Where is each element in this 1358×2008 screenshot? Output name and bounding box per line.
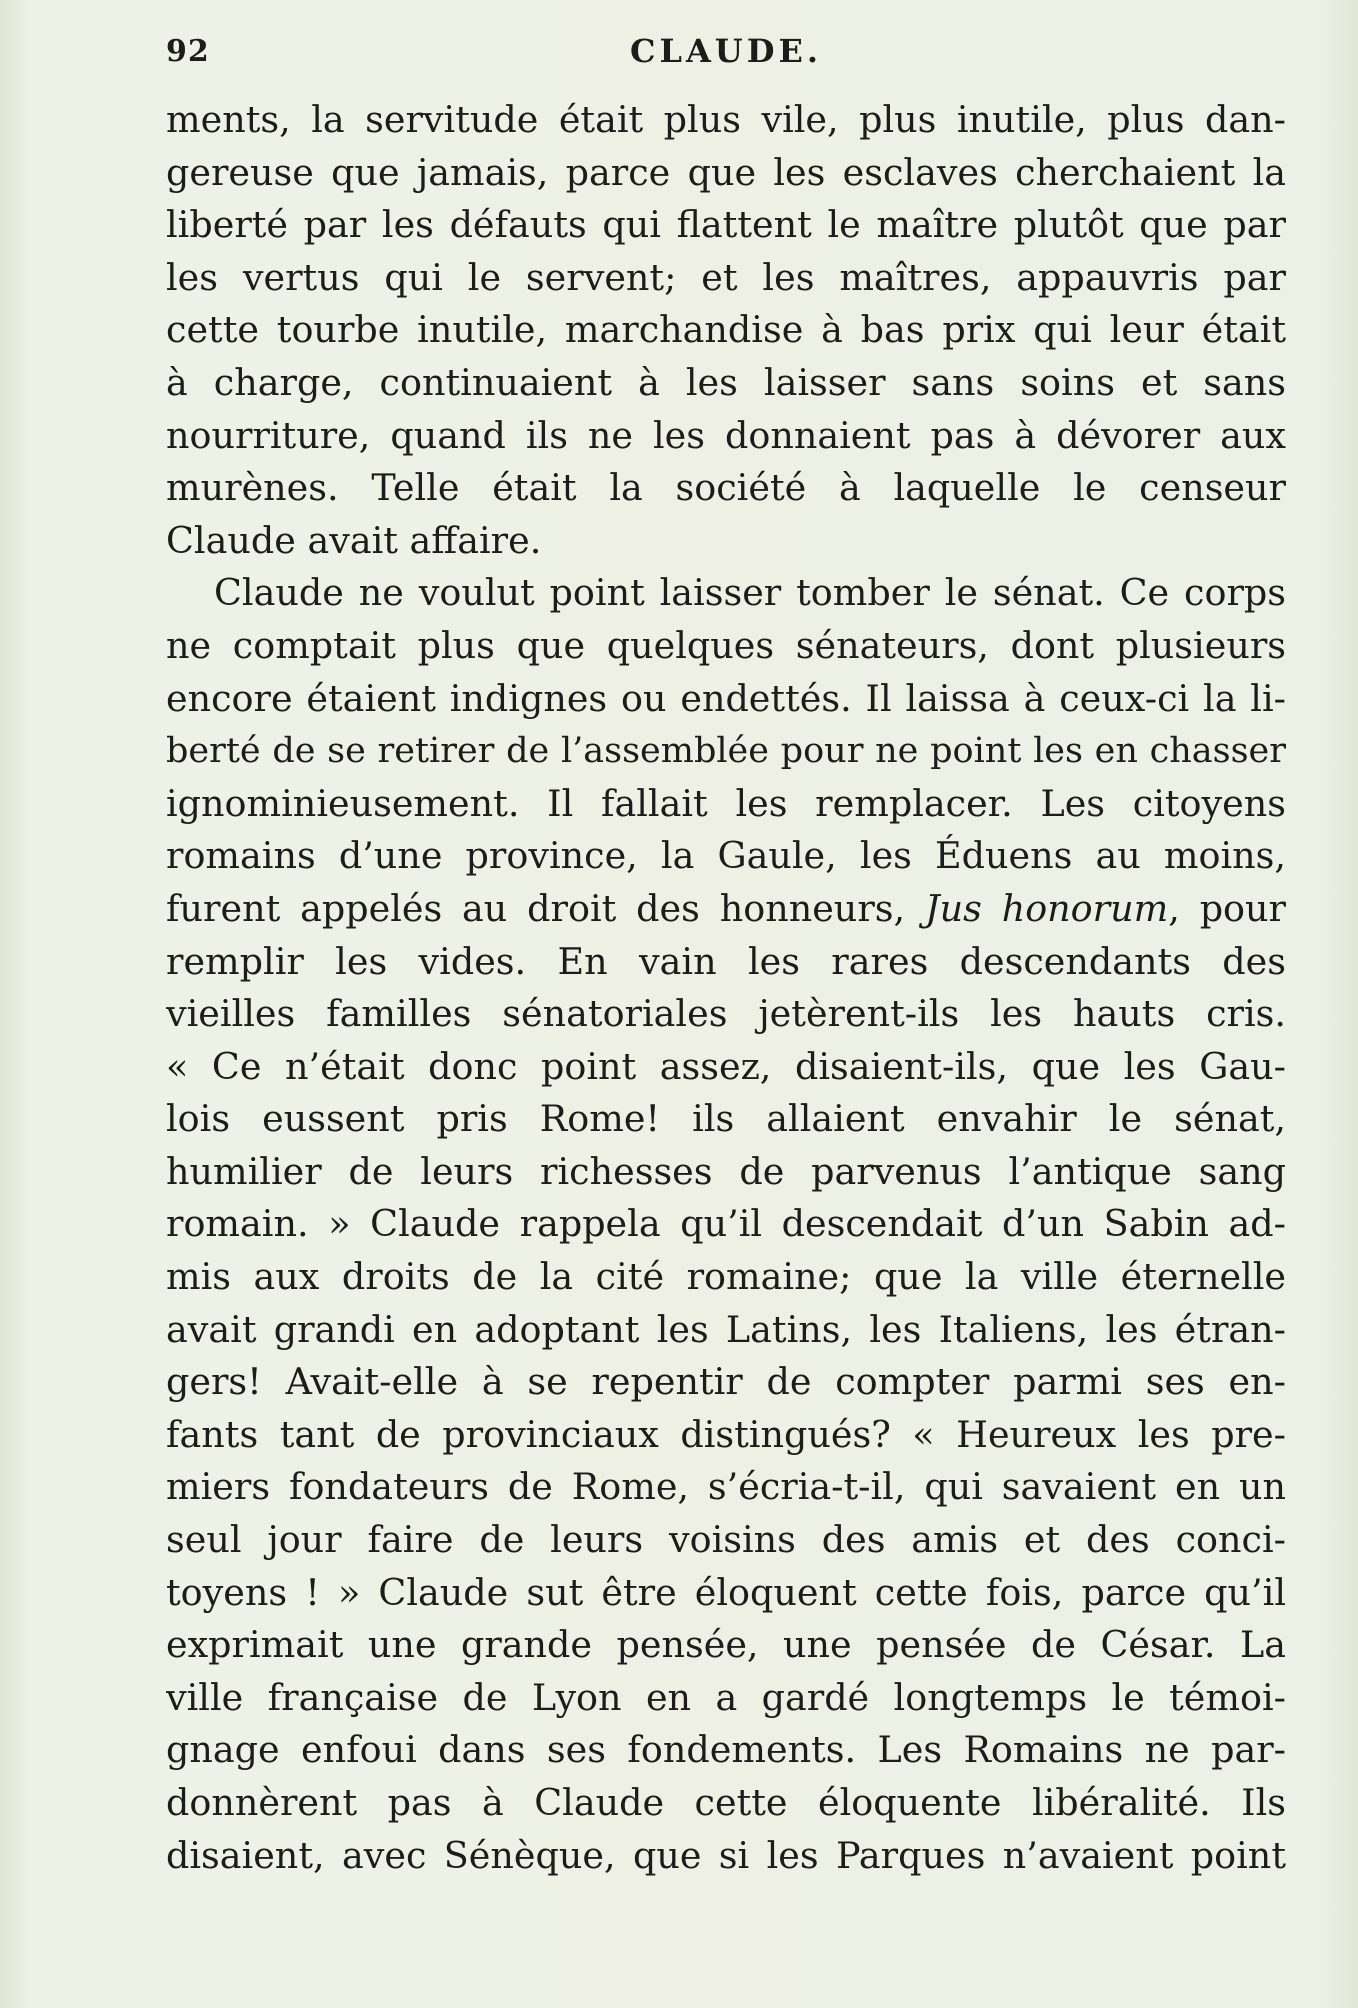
text-segment: furent appelés au droit des honneurs, <box>166 886 906 930</box>
text-line-mixed <box>166 883 1286 936</box>
text-line: gnage enfoui dans ses fondements. Les Romains ne par- <box>166 1728 1286 1772</box>
text-segment: , pour <box>1168 886 1286 930</box>
text-line: liberté par les défauts qui flattent le maître plutôt que par <box>166 203 1286 247</box>
text-line: romain. » Claude rappela qu’il descendait d’un Sabin ad- <box>166 1202 1286 1246</box>
page-header <box>166 28 1286 78</box>
italic-term: Jus honorum <box>924 886 1169 930</box>
text-line: Claude ne voulut point laisser tomber le sénat. Ce corps <box>214 571 1286 615</box>
running-title: CLAUDE. <box>630 32 822 70</box>
text-line: murènes. Telle était la société à laquelle le censeur <box>166 466 1286 510</box>
text-line: mis aux droits de la cité romaine; que la ville éternelle <box>166 1255 1286 1299</box>
text-line: « Ce n’était donc point assez, disaient-ils, que les Gau- <box>166 1044 1286 1088</box>
text-line: donnèrent pas à Claude cette éloquente libéralité. Ils <box>166 1781 1286 1824</box>
text-line: ignominieusement. Il fallait les remplacer. Les citoyens <box>166 781 1286 825</box>
text-line: exprimait une grande pensée, une pensée de César. La <box>166 1623 1286 1667</box>
text-line: gers! Avait-elle à se repentir de compter parmi ses en- <box>166 1360 1286 1404</box>
text-line: berté de se retirer de l’assemblée pour ne point les en chasser <box>166 731 1286 772</box>
text-line: seul jour faire de leurs voisins des amis et des conci- <box>166 1518 1286 1562</box>
text-line: humilier de leurs richesses de parvenus l’antique sang <box>166 1149 1286 1193</box>
text-line: romains d’une province, la Gaule, les Éduens au moins, <box>166 834 1286 878</box>
text-line: les vertus qui le servent; et les maîtres, appauvris par <box>166 255 1286 299</box>
text-line: ville française de Lyon en a gardé longtemps le témoi- <box>166 1675 1286 1719</box>
text-line: nourriture, quand ils ne les donnaient pas à dévorer aux <box>166 413 1286 457</box>
text-line: lois eussent pris Rome! ils allaient envahir le sénat, <box>166 1097 1286 1141</box>
text-line: Claude avait affaire. <box>166 518 542 562</box>
text-line: disaient, avec Sénèque, que si les Parques n’avaient point <box>166 1833 1286 1877</box>
text-line: vieilles familles sénatoriales jetèrent-ils les hauts cris. <box>166 992 1286 1036</box>
text-line: à charge, continuaient à les laisser sans soins et sans <box>166 360 1286 404</box>
page-number: 92 <box>166 34 210 69</box>
text-line: cette tourbe inutile, marchandise à bas prix qui leur était <box>166 308 1286 352</box>
text-line: gereuse que jamais, parce que les esclaves cherchaient la <box>166 150 1286 194</box>
text-line: toyens ! » Claude sut être éloquent cette fois, parce qu’il <box>166 1570 1286 1614</box>
text-line: remplir les vides. En vain les rares descendants des <box>166 939 1286 983</box>
text-line: avait grandi en adoptant les Latins, les Italiens, les étran- <box>166 1307 1286 1351</box>
text-line: fants tant de provinciaux distingués? « Heureux les pre- <box>166 1412 1286 1456</box>
text-line: ne comptait plus que quelques sénateurs, dont plusieurs <box>166 623 1286 667</box>
body-text <box>166 94 1286 1882</box>
text-line: miers fondateurs de Rome, s’écria-t-il, qui savaient en un <box>166 1465 1286 1509</box>
text-line: ments, la servitude était plus vile, plus inutile, plus dan- <box>166 98 1286 141</box>
text-line: encore étaient indignes ou endettés. Il laissa à ceux-ci la li- <box>166 676 1286 720</box>
